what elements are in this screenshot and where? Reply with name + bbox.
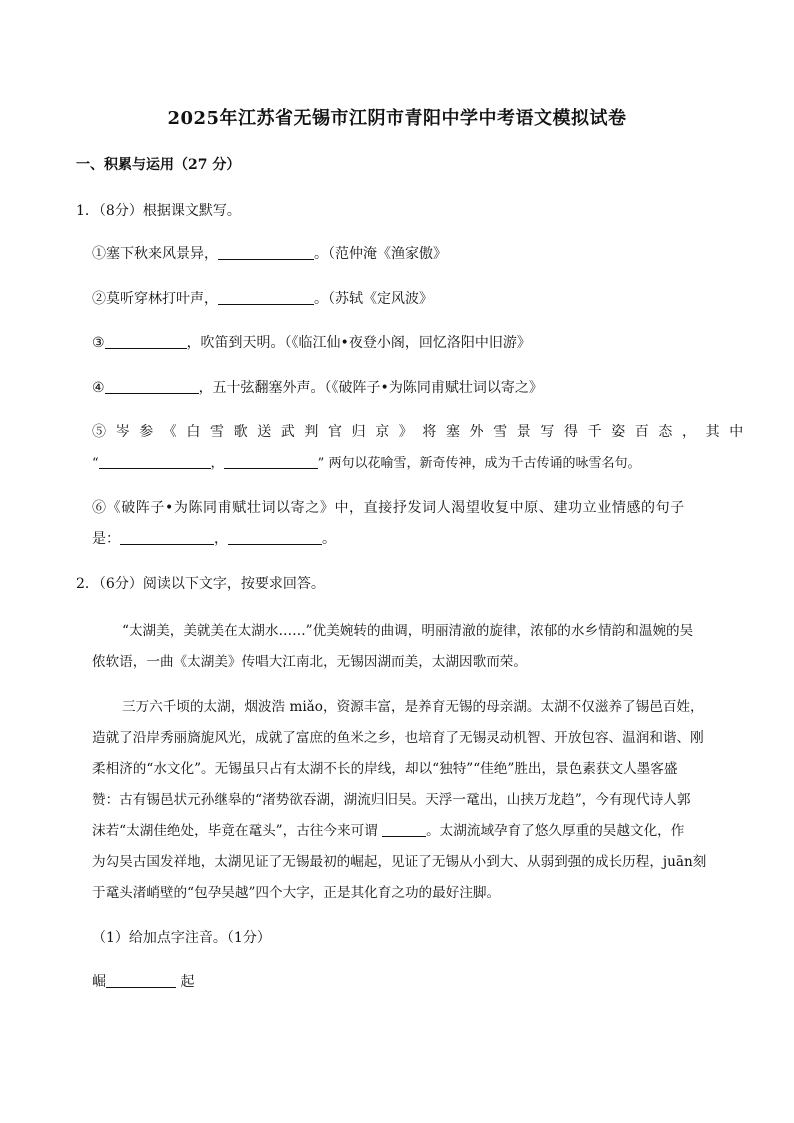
passage-p2-line2: 造就了沿岸秀丽旖旎风光，成就了富庶的鱼米之乡，也培育了无锡灵动机智、开放包容、温润和谐、刚 [92, 730, 704, 746]
q1-item-4 [92, 379, 543, 397]
answer-blank[interactable] [218, 245, 314, 260]
answer-blank[interactable] [382, 822, 426, 837]
answer-blank[interactable] [228, 530, 322, 545]
char: 崛 [92, 974, 106, 990]
passage-p2-line1: 三万六千顷的太湖，烟波浩 miǎo，资源丰富，是养育无锡的母亲湖。太湖不仅滋养了锡邑百姓， [122, 699, 704, 715]
q1-item-1 [92, 245, 447, 263]
page-title: 2025年江苏省无锡市江阴市青阳中学中考语文模拟试卷 [167, 108, 627, 129]
answer-blank[interactable] [218, 290, 314, 305]
quote-mark: “ [92, 456, 99, 471]
passage-p2-line3: 柔相济的“水文化”。无锡虽只占有太湖不长的岸线，却以“独特”“佳绝”胜出，景色素获文人墨客盛 [92, 761, 678, 777]
q1-item-2 [92, 290, 433, 308]
passage-p1-line1: “太湖美，美就美在太湖水……”优美婉转的曲调，明丽清澈的旋律，浓郁的水乡情韵和温婉的吴 [122, 623, 694, 639]
passage-p2-line6: 为勾吴古国发祥地，太湖见证了无锡最初的崛起，见证了无锡从小到大、从弱到强的成长历程，juān刻 [92, 854, 707, 870]
item-text: ” 两句以花喻雪，新奇传神，成为千古传诵的咏雪名句。 [317, 456, 641, 471]
section-heading: 一、积累与运用（27 分） [76, 157, 241, 173]
passage-p2-line5 [92, 822, 684, 840]
q2-sub1: （1）给加点字注音。（1分） [92, 930, 271, 946]
answer-blank[interactable] [105, 334, 187, 349]
passage-p1-line2: 侬软语，一曲《太湖美》传唱大江南北，无锡因湖而美，太湖因歌而荣。 [92, 654, 527, 670]
q1-item-6-line1: ⑥《破阵子•为陈同甫赋壮词以寄之》中，直接抒发词人渴望收复中原、建功立业情感的句子 [92, 500, 685, 516]
passage-text: 。太湖流域孕育了悠久厚重的吴越文化，作 [426, 823, 685, 839]
question-1-stem: 1．（8分）根据课文默写。 [76, 203, 241, 219]
passage-p2-line4: 赞：古有锡邑状元孙继皋的“渚势欲吞湖，湖流归旧吴。天浮一鼋出，山挟万龙趋”，今有现代诗人郭 [92, 792, 691, 808]
period: 。 [322, 531, 336, 547]
passage-p2-line7: 于鼋头渚峭壁的“包孕吴越”四个大字，正是其化育之功的最好注脚。 [92, 885, 501, 901]
item-source: ，五十弦翻塞外声。（《破阵子•为陈同甫赋壮词以寄之》 [198, 380, 543, 396]
q1-item-6-line2 [92, 530, 336, 548]
question-2-stem: 2．（6分）阅读以下文字，按要求回答。 [76, 576, 325, 592]
q1-item-5-line1: ⑤岑参《白雪歌送武判官归京》将塞外雪景写得千姿百态，其中 [92, 424, 753, 440]
answer-blank[interactable] [105, 379, 199, 394]
item-source: ，吹笛到天明。（《临江仙•夜登小阁，回忆洛阳中旧游》 [186, 335, 531, 351]
item-text: ④ [92, 380, 105, 396]
char: 起 [176, 974, 195, 990]
answer-blank[interactable] [106, 973, 176, 988]
answer-blank[interactable] [120, 530, 214, 545]
item-text: 是： [92, 531, 120, 547]
answer-blank[interactable] [224, 454, 318, 469]
item-source: 。（范仲淹《渔家傲》 [314, 246, 447, 262]
q2-sub1-answer [92, 973, 194, 991]
item-source: 。（苏轼《定风波》 [314, 291, 433, 307]
passage-text: 沫若“太湖佳绝处，毕竟在鼋头”，古往今来可谓 [92, 823, 383, 839]
item-text: ③ [92, 335, 105, 351]
comma: ， [210, 456, 224, 471]
item-text: ①塞下秋来风景异， [92, 246, 218, 262]
item-text: ②莫听穿林打叶声， [92, 291, 218, 307]
answer-blank[interactable] [99, 454, 211, 469]
q1-item-5-line2 [92, 454, 640, 473]
comma: ， [214, 531, 228, 547]
q1-item-3 [92, 334, 531, 352]
